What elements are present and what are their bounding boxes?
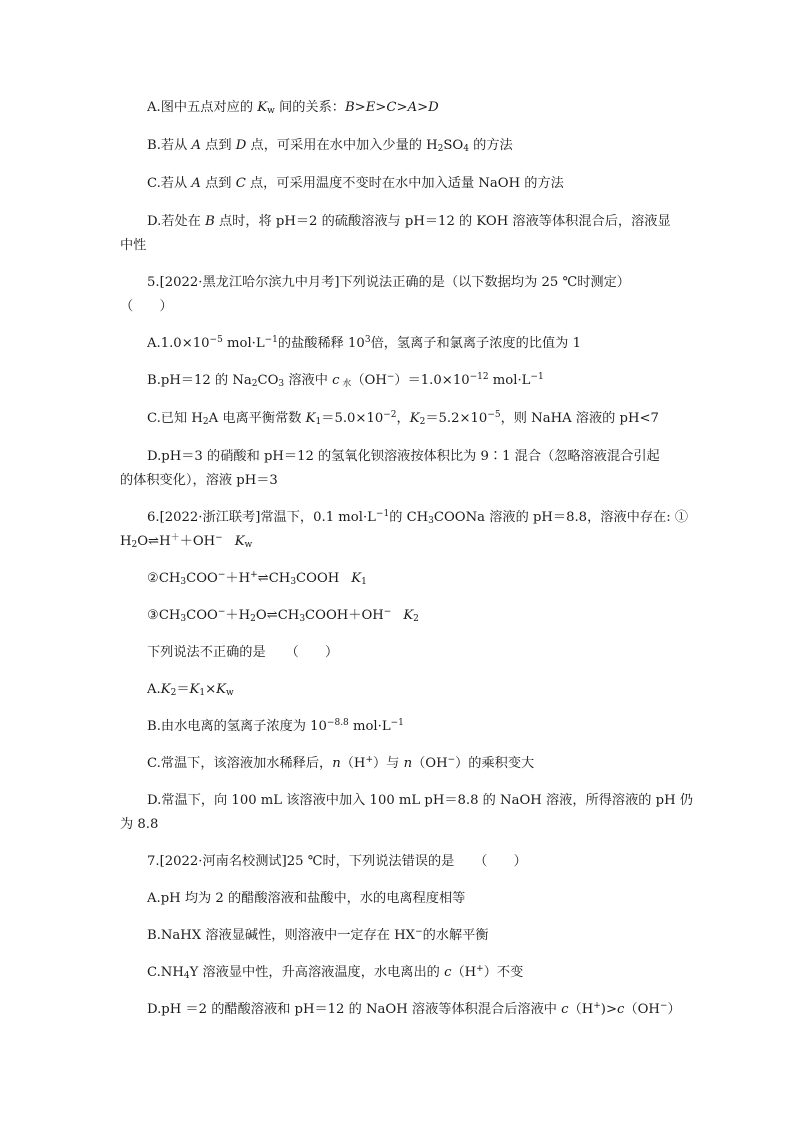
q6-option-d-line1: D.常温下，向 100 mL 该溶液中加入 100 mL pH＝8.8 的 NaOH 溶液，所得溶液的 pH 仍 — [147, 793, 693, 808]
q5-option-a: $A.1.0\times 10^{-5}$ $mol\cdot L^{-1}$的盐酸稀释 $10^3$倍，氢离子和氯离子浓度的比值为 1 — [147, 335, 581, 351]
q5-stem-line1: 5.[2022·黑龙江哈尔滨九中月考]下列说法正确的是（以下数据均为 25 ℃时测定） — [147, 275, 630, 290]
q6-equation-2: $②CH_3COO^-+H^+\rightleftharpoons CH_3COOH$ $K_1$ — [147, 570, 367, 587]
q4-option-d-line2: 中性 — [120, 238, 147, 253]
q6-equation-1: $H_2O\rightleftharpoons H^++OH^-$ $K_w$ — [120, 533, 253, 550]
q5-option-c: C.已知 $H_2A$ 电离平衡常数 $K_1=5.0\times 10^{-2}$，$K_2=5.2\times 10^{-5}$，则 NaHA 溶液的 pH<7 — [147, 410, 659, 427]
q7-option-c: $C.NH_4Y$ 溶液显中性，升高溶液温度，水电离出的 c（H+）不变 — [147, 964, 524, 981]
q5-stem-line2: （ ） — [120, 299, 173, 314]
q7-option-b: B.NaHX 溶液显碱性，则溶液中一定存在 HX−的水解平衡 — [147, 927, 489, 943]
q6-option-d-line2: 为 8.8 — [120, 817, 159, 832]
q7-stem: 7.[2022·河南名校测试]25 ℃时，下列说法错误的是 （ ） — [147, 854, 527, 869]
q6-equation-3: $③CH_3COO^-+H_2O\rightleftharpoons CH_3COOH+OH^-$ $K_2$ — [147, 607, 419, 624]
q6-option-c: C.常温下，该溶液加水稀释后，n（H+）与 n（OH−）的乘积变大 — [147, 755, 535, 771]
q6-stem-line1: 6.[2022·浙江联考]常温下，0.1 $mol\cdot L^{-1}$的 $CH_3COONa$ 溶液的 pH＝8.8，溶液中存在: ① — [147, 509, 689, 526]
q7-option-d: D.pH ＝2 的醋酸溶液和 pH＝12 的 NaOH 溶液等体积混合后溶液中 c（H+)>c（OH−） — [147, 1001, 681, 1017]
q5-option-b: B.pH＝12 的 $Na_2CO_3$ 溶液中 c $_水(OH^-)=1.0\times 10^{-12}$ $mol\cdot L^{-1}$ — [147, 372, 544, 389]
q6-option-b: B.由水电离的氢离子浓度为 $10^{-8.8}$ $mol\cdot L^{-1}$ — [147, 718, 404, 734]
q4-option-b: B.若从 A 点到 D 点，可采用在水中加入少量的 $H_2SO_4$ 的方法 — [147, 138, 513, 154]
q6-question: 下列说法不正确的是 （ ） — [147, 645, 339, 660]
q6-option-a: $A.K_2=K_1\times K_w$ — [147, 682, 234, 698]
q5-option-d-line1: D.pH＝3 的硝酸和 pH＝12 的氢氧化钡溶液按体积比为 9∶1 混合（忽略溶液混合引起 — [147, 449, 660, 464]
q4-option-d-line1: D.若处在 B 点时，将 pH＝2 的硫酸溶液与 pH＝12 的 KOH 溶液等体积混合后，溶液显 — [147, 214, 671, 229]
q7-option-a: A.pH 均为 2 的醋酸溶液和盐酸中，水的电离程度相等 — [147, 891, 466, 906]
q4-option-a: A.图中五点对应的 $K_w$ 间的关系：B>E>C>A>D — [147, 100, 439, 116]
q5-option-d-line2: 的体积变化），溶液 pH＝3 — [120, 473, 278, 488]
q4-option-c: C.若从 A 点到 C 点，可采用温度不变时在水中加入适量 NaOH 的方法 — [147, 176, 564, 191]
